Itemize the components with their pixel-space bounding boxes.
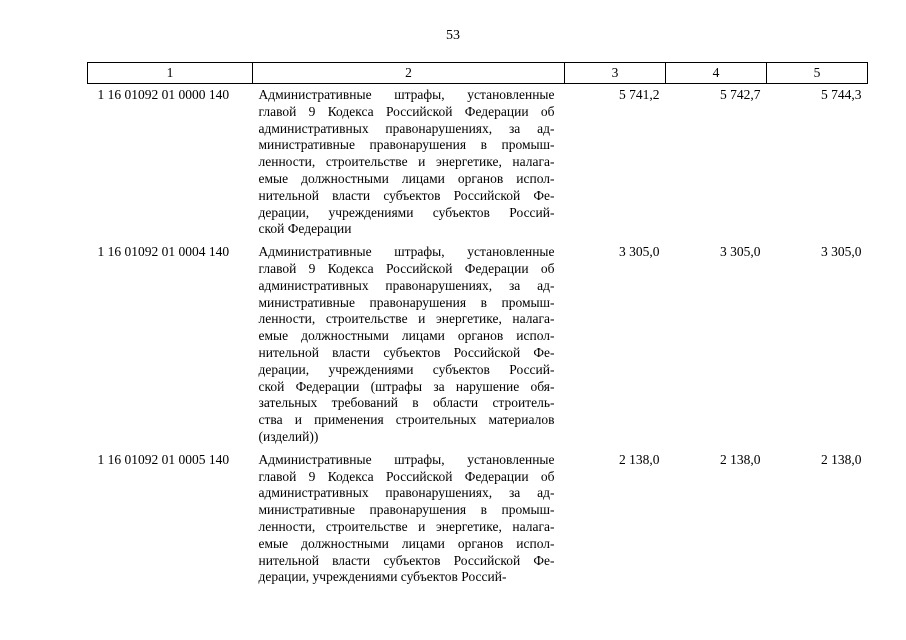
row-name-line: Административные штрафы, установленные: [258, 244, 555, 260]
row-name-line: министративные правонарушения в промыш-: [258, 502, 555, 518]
table-row: [88, 241, 868, 449]
row-value-col-4: 2 138,0: [720, 451, 761, 467]
row-name-line: нительной власти субъектов Российской Фе-: [258, 344, 555, 360]
row-code: 1 16 01092 01 0004 140: [97, 244, 230, 260]
row-name-line: емые должностными лицами органов испол-: [258, 535, 555, 551]
row-name-line: ской Федерации (штрафы за нарушение обя-: [258, 378, 555, 394]
row-name: [253, 84, 565, 242]
header-col-2: 2: [253, 63, 565, 84]
header-row: [88, 63, 868, 84]
row-code: 1 16 01092 01 0000 140: [97, 87, 230, 102]
row-value-col-4: 5 742,7: [720, 87, 761, 102]
row-name-line: зательных требований в области строитель-: [258, 395, 555, 411]
table-body: [88, 84, 868, 590]
row-name: [253, 449, 565, 589]
row-name-line: ской Федерации: [258, 221, 352, 237]
row-name-line: главой 9 Кодекса Российской Федерации об: [258, 103, 555, 119]
budget-table: [87, 62, 868, 589]
table-row: [88, 84, 868, 242]
row-value-col-3: 5 741,2: [619, 87, 660, 102]
row-name-line: главой 9 Кодекса Российской Федерации об: [258, 260, 555, 276]
row-name-line: дерации, учреждениями субъектов Россий-: [258, 361, 555, 377]
row-name-line: ленности, строительстве и энергетике, налага-: [258, 518, 555, 534]
row-code: 1 16 01092 01 0005 140: [97, 451, 230, 467]
row-value-col-4: 3 305,0: [720, 244, 761, 260]
header-col-3: 3: [565, 63, 666, 84]
row-name-line: министративные правонарушения в промыш-: [258, 137, 555, 153]
table-header: [88, 63, 868, 84]
row-name-line: главой 9 Кодекса Российской Федерации об: [258, 468, 555, 484]
row-name-line: емые должностными лицами органов испол-: [258, 328, 555, 344]
row-name-line: ства и применения строительных материалов: [258, 412, 555, 428]
row-name-line: ленности, строительстве и энергетике, налага-: [258, 154, 555, 170]
row-name-line: административных правонарушениях, за ад-: [258, 277, 555, 293]
row-name-line: дерации, учреждениями субъектов Россий-: [258, 569, 507, 585]
header-col-5: 5: [767, 63, 868, 84]
row-name-line: (изделий)): [258, 428, 319, 444]
row-name-line: нительной власти субъектов Российской Фе-: [258, 187, 555, 203]
page-number: 53: [446, 28, 460, 43]
row-name-line: министративные правонарушения в промыш-: [258, 294, 555, 310]
row-name-line: административных правонарушениях, за ад-: [258, 120, 555, 136]
row-value-col-5: 2 138,0: [821, 451, 862, 467]
row-value-col-3: 3 305,0: [619, 244, 660, 260]
row-name: [253, 241, 565, 449]
row-name-line: административных правонарушениях, за ад-: [258, 485, 555, 501]
row-value-col-5: 3 305,0: [821, 244, 862, 260]
row-value-col-3: 2 138,0: [619, 451, 660, 467]
row-name-line: емые должностными лицами органов испол-: [258, 170, 555, 186]
header-col-1: 1: [88, 63, 253, 84]
row-name-line: Административные штрафы, установленные: [258, 87, 555, 102]
row-name-line: дерации, учреждениями субъектов Россий-: [258, 204, 555, 220]
row-name-line: ленности, строительстве и энергетике, налага-: [258, 311, 555, 327]
table-row: [88, 449, 868, 589]
header-col-4: 4: [666, 63, 767, 84]
row-name-line: Административные штрафы, установленные: [258, 451, 555, 467]
row-value-col-5: 5 744,3: [821, 87, 862, 102]
row-name-line: нительной власти субъектов Российской Фе-: [258, 552, 555, 568]
